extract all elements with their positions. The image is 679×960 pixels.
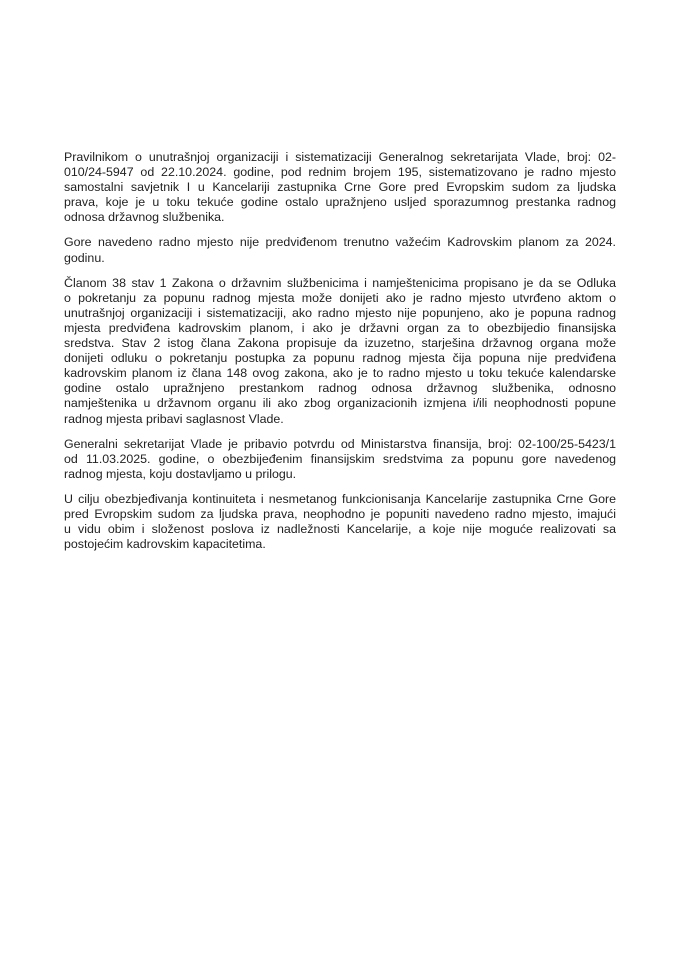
text-line: Članom 38 stav 1 Zakona o državnim službenicima i namještenicima propisano je da se Odluka (64, 275, 616, 290)
text-line: U cilju obezbjeđivanja kontinuiteta i nesmetanog funkcionisanja Kancelarije zastupnika Crne Gore (64, 491, 616, 506)
text-line: postojećim kadrovskim kapacitetima. (64, 537, 266, 552)
text-line: unutrašnjoj organizaciji i sistematizaciji, ako radno mjesto nije popunjeno, ako je popuna radnog (64, 305, 616, 320)
paragraph (64, 437, 616, 482)
text-line: prava, koje je u toku tekuće godine ostalo upražnjeno usljed sporazumnog prestanka radnog (64, 195, 616, 210)
text-line: odnosa državnog službenika. (64, 210, 225, 225)
text-line: radnog mjesta pribavi saglasnost Vlade. (64, 411, 284, 426)
text-line: u vidu obim i složenost poslova iz nadležnosti Kancelarije, a koje nije moguće realizovati sa (64, 522, 616, 537)
text-line: donijeti odluku o pokretanju postupka za popunu radnog mjesta čija popuna nije predviđena (64, 351, 616, 366)
document-page (64, 150, 616, 562)
text-line: namještenika u državnom organu ili ako zbog organizacionih izmjena i/ili neophodnosti popune (64, 396, 616, 411)
text-line: kadrovskim planom iz člana 148 ovog zakona, ako je to radno mjesto u toku tekuće kalendarske (64, 366, 616, 381)
text-line: Gore navedeno radno mjesto nije predviđenom trenutno važećim Kadrovskim planom za 2024. (64, 235, 616, 250)
text-line: Generalni sekretarijat Vlade je pribavio potvrdu od Ministarstva finansija, broj: 02-100/25-5423/1 (64, 436, 616, 451)
paragraph (64, 276, 616, 427)
text-line: godinu. (64, 250, 105, 265)
text-line: od 11.03.2025. godine, o obezbijeđenim finansijskim sredstvima za popunu gore navedenog (64, 451, 616, 466)
text-line: samostalni savjetnik I u Kancelariji zastupnika Crne Gore pred Evropskim sudom za ljudska (64, 180, 616, 195)
text-line: sredstva. Stav 2 istog člana Zakona propisuje da izuzetno, starješina državnog organa može (64, 336, 616, 351)
text-line: 010/24-5947 od 22.10.2024. godine, pod rednim brojem 195, sistematizovano je radno mjesto (64, 165, 616, 180)
paragraph (64, 150, 616, 225)
paragraph (64, 235, 616, 265)
text-line: godine ostalo upražnjeno prestankom radnog odnosa državnog službenika, odnosno (64, 381, 616, 396)
text-line: o pokretanju za popunu radnog mjesta može donijeti ako je radno mjesto utvrđeno aktom o (64, 290, 616, 305)
text-line: mjesta predviđena kadrovskim planom, i ako je državni organ za to obezbijedio finansijska (64, 320, 616, 335)
text-line: pred Evropskim sudom za ljudska prava, neophodno je popuniti navedeno radno mjesto, imajući (64, 506, 616, 521)
text-line: radnog mjesta, koju dostavljamo u prilogu. (64, 466, 297, 481)
paragraph (64, 492, 616, 552)
text-line: Pravilnikom o unutrašnjoj organizaciji i sistematizaciji Generalnog sekretarijata Vlade, broj: 02- (64, 150, 616, 164)
